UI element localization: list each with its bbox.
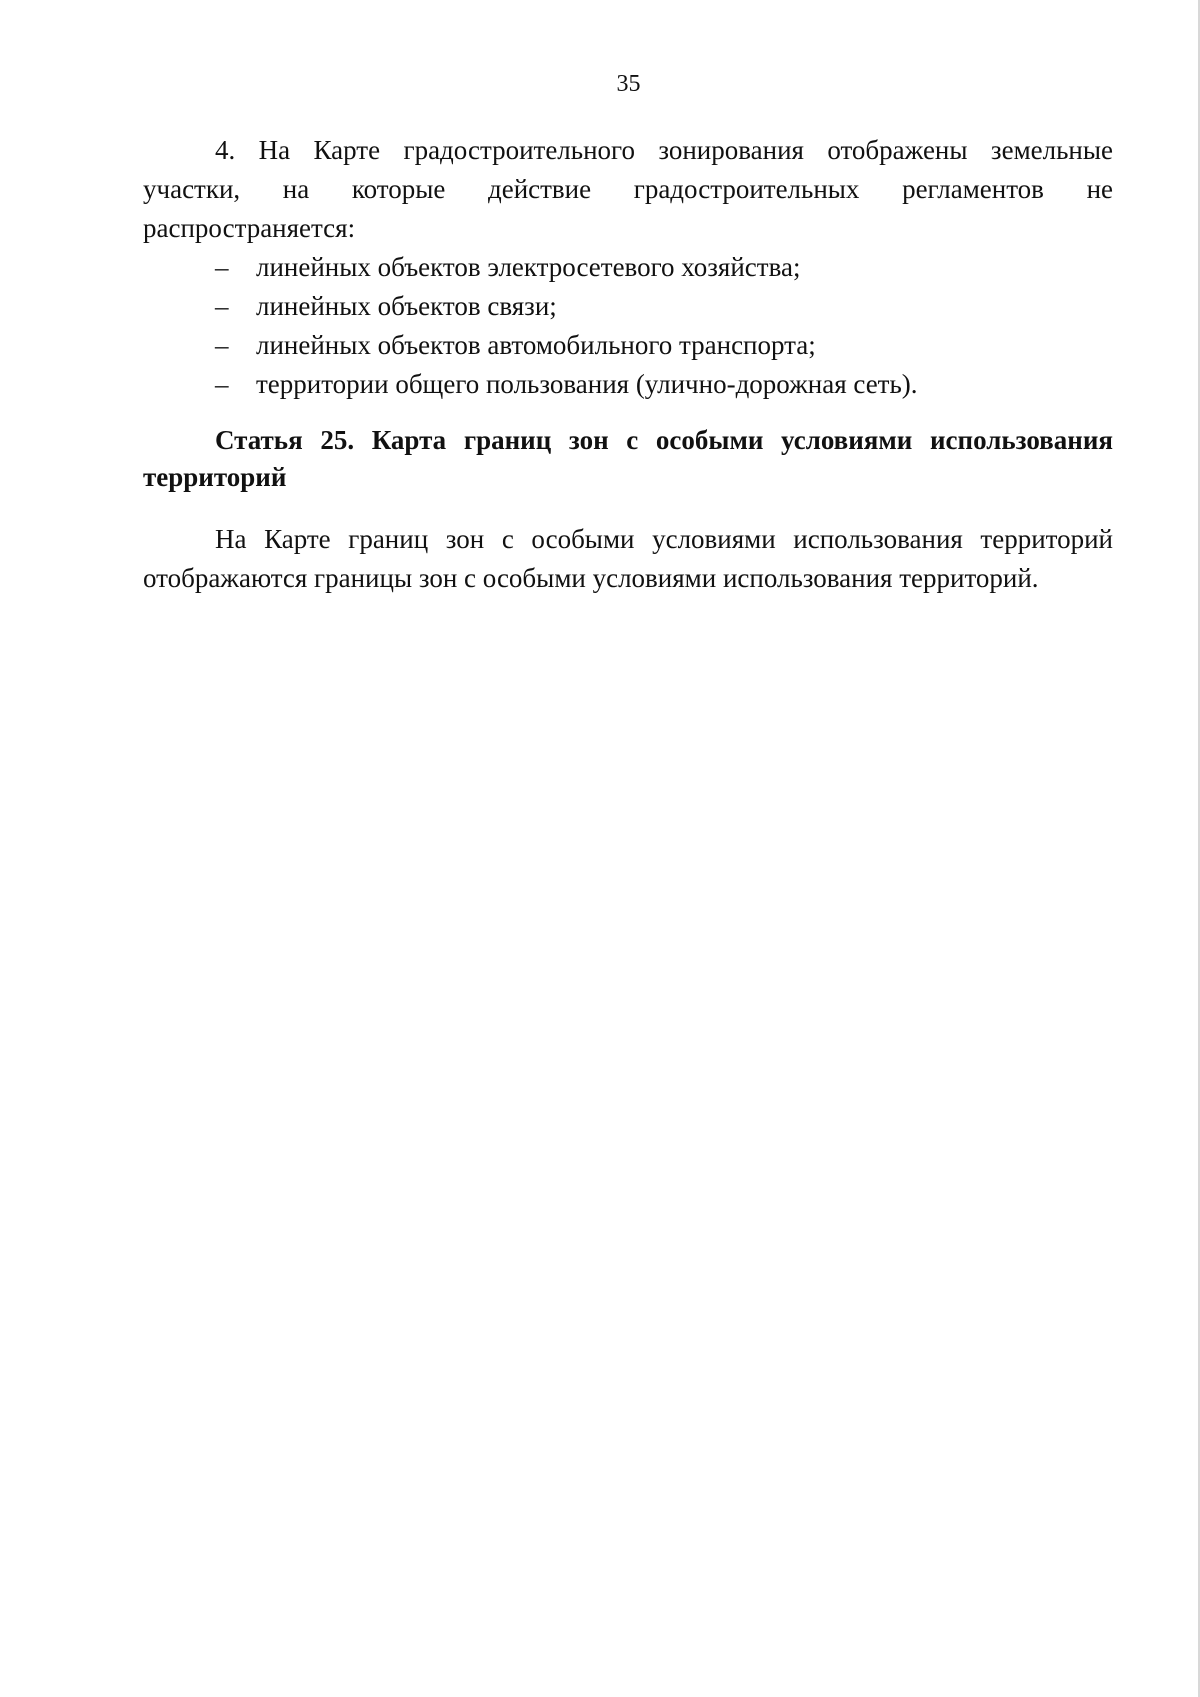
paragraph-line: распространяется:	[143, 213, 356, 243]
dash-marker: –	[215, 252, 229, 282]
list-item-text: территории общего пользования (улично-дорожная сеть).	[256, 369, 918, 399]
page-number: 35	[616, 71, 641, 97]
paragraph-line: На Карте границ зон с особыми условиями использования территорий	[215, 524, 1113, 554]
list-item-text: линейных объектов электросетевого хозяйства;	[256, 252, 801, 282]
list-item-text: линейных объектов автомобильного транспорта;	[256, 330, 816, 360]
paragraph-line: 4. На Карте градостроительного зонирования отображены земельные	[215, 135, 1113, 165]
paragraph-zones-map	[143, 520, 1113, 598]
dash-marker: –	[215, 369, 229, 399]
article-heading	[143, 422, 1113, 496]
list-item	[143, 326, 1113, 365]
page-content	[143, 131, 1113, 598]
heading-line: территорий	[143, 462, 287, 492]
list-item	[143, 248, 1113, 287]
paragraph-line: отображаются границы зон с особыми условиями использования территорий.	[143, 563, 1039, 593]
list-item-text: линейных объектов связи;	[256, 291, 557, 321]
heading-line: Статья 25. Карта границ зон с особыми условиями использования	[215, 425, 1113, 455]
list-item	[143, 365, 1113, 404]
paragraph-line: участки, на которые действие градостроительных регламентов не	[143, 174, 1113, 204]
dash-marker: –	[215, 330, 229, 360]
land-plot-list	[143, 248, 1113, 404]
paragraph-zoning-map	[143, 131, 1113, 248]
list-item	[143, 287, 1113, 326]
dash-marker: –	[215, 291, 229, 321]
